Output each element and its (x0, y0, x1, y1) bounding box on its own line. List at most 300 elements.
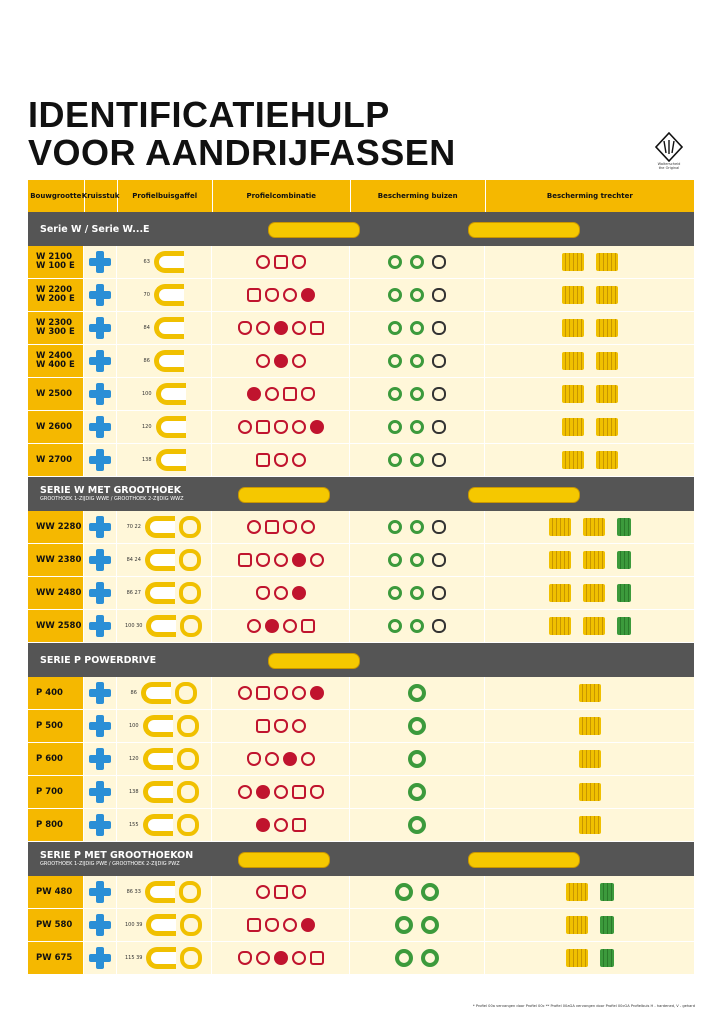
profile-tube-icon (292, 686, 306, 700)
cross-cell (84, 544, 117, 576)
guard-cone-icon (549, 551, 571, 569)
profile-tube-icon (274, 885, 288, 899)
row-size-label: WW 2380 (28, 544, 84, 576)
yoke-icon (154, 251, 184, 273)
profile-tube-icon (247, 387, 261, 401)
yoke-icon (146, 914, 176, 936)
guard-cone-icon (596, 319, 618, 337)
yoke-cell (117, 876, 212, 908)
profile-tube-icon (292, 818, 306, 832)
yoke-icon (154, 317, 184, 339)
profile-tube-icon (292, 719, 306, 733)
yoke-dimension: 138 (141, 457, 152, 463)
yoke-icon (145, 549, 175, 571)
section-title: SERIE W MET GROOTHOEK (40, 485, 182, 496)
guard-cone-icon (617, 551, 631, 569)
table-row (28, 942, 694, 975)
cross-journal-icon (89, 350, 111, 372)
row-size-label: WW 2580 (28, 610, 84, 642)
profile-tube-icon (274, 553, 288, 567)
yoke-cell (117, 677, 212, 709)
profile-tube-icon (292, 453, 306, 467)
profile-tube-icon (310, 686, 324, 700)
profile-tube-icon (283, 918, 297, 932)
row-size-label: PW 480 (28, 876, 84, 908)
section-header (28, 643, 694, 677)
cross-journal-icon (89, 748, 111, 770)
cross-cell (84, 909, 117, 941)
profile-tube-icon (310, 321, 324, 335)
guard-tube-icon (395, 883, 413, 901)
guard-tube-icon (410, 586, 424, 600)
yoke-icon (146, 615, 176, 637)
yoke-dimension: 63 (143, 259, 150, 265)
table-row (28, 909, 694, 942)
yoke-cell (117, 909, 212, 941)
profile-tube-icon (256, 354, 270, 368)
profile-tube-icon (256, 453, 270, 467)
header-bescherming-trechter: Bescherming trechter (546, 192, 633, 200)
table-header (28, 180, 694, 212)
cone-guard-cell (485, 876, 694, 908)
row-size-label: P 600 (28, 743, 84, 775)
tube-guard-cell (350, 776, 485, 808)
tube-guard-cell (350, 909, 485, 941)
yoke-cell (117, 710, 212, 742)
cone-guard-cell (485, 577, 694, 609)
guard-tube-icon (410, 453, 424, 467)
shaft-illustration (238, 487, 330, 503)
yoke-icon (143, 748, 173, 770)
yoke-dimension: 115 39 (124, 955, 143, 961)
profile-cell (212, 411, 350, 443)
profile-tube-icon (256, 719, 270, 733)
tube-guard-cell (350, 411, 485, 443)
guard-cone-icon (596, 418, 618, 436)
guard-tube-icon (388, 288, 402, 302)
cone-guard-cell (485, 909, 694, 941)
yoke-dimension: 138 (128, 789, 139, 795)
profile-tube-icon (265, 752, 279, 766)
yoke-cell (117, 610, 212, 642)
cross-cell (84, 345, 117, 377)
guard-tube-icon (421, 916, 439, 934)
yoke-dimension: 86 33 (126, 889, 141, 895)
row-size-label: PW 675 (28, 942, 84, 974)
profile-tube-icon (310, 553, 324, 567)
cone-guard-cell (485, 312, 694, 344)
yoke-icon (154, 284, 184, 306)
profile-tube-icon (301, 288, 315, 302)
row-size-label: W 2600 (28, 411, 84, 443)
yoke-icon (177, 781, 199, 803)
profile-tube-icon (292, 951, 306, 965)
profile-tube-icon (256, 951, 270, 965)
yoke-dimension: 155 (128, 822, 139, 828)
guard-tube-icon (410, 520, 424, 534)
tube-guard-cell (350, 544, 485, 576)
guard-tube-icon (432, 586, 446, 600)
profile-cell (212, 345, 350, 377)
identification-table (28, 180, 694, 975)
cross-cell (84, 246, 117, 278)
profile-tube-icon (292, 255, 306, 269)
yoke-cell (117, 312, 212, 344)
cross-cell (84, 610, 117, 642)
cross-cell (84, 279, 117, 311)
cross-cell (84, 942, 117, 974)
cross-cell (84, 876, 117, 908)
profile-tube-icon (256, 553, 270, 567)
profile-cell (212, 677, 350, 709)
profile-tube-icon (238, 420, 252, 434)
cross-cell (84, 809, 117, 841)
profile-tube-icon (274, 818, 288, 832)
yoke-icon (145, 516, 175, 538)
tube-guard-cell (350, 610, 485, 642)
row-size-label: P 800 (28, 809, 84, 841)
profile-tube-icon (283, 387, 297, 401)
guard-tube-icon (388, 420, 402, 434)
cross-cell (84, 312, 117, 344)
guard-tube-icon (408, 750, 426, 768)
yoke-icon (179, 549, 201, 571)
guard-cone-icon (562, 451, 584, 469)
profile-tube-icon (274, 951, 288, 965)
cross-journal-icon (89, 715, 111, 737)
table-body (28, 212, 694, 975)
guard-cone-icon (562, 385, 584, 403)
yoke-icon (179, 881, 201, 903)
profile-tube-icon (238, 785, 252, 799)
profile-cell (212, 809, 350, 841)
cross-journal-icon (89, 516, 111, 538)
section-header (28, 212, 694, 246)
yoke-cell (117, 279, 212, 311)
section-subtitle: GROOTHOEK 1-ZIJDIG WWE / GROOTHOEK 2-ZIJDIG WWZ (40, 496, 184, 502)
profile-tube-icon (238, 553, 252, 567)
guard-tube-icon (410, 288, 424, 302)
cone-guard-cell (485, 246, 694, 278)
table-row (28, 246, 694, 279)
header-bouwgrootte: Bouwgrootte (28, 180, 85, 212)
logo-text: Walterscheid the Original (657, 162, 681, 170)
table-row (28, 411, 694, 444)
guard-cone-icon (579, 750, 601, 768)
tube-guard-cell (350, 577, 485, 609)
profile-tube-icon (247, 918, 261, 932)
profile-tube-icon (274, 586, 288, 600)
profile-tube-icon (274, 420, 288, 434)
yoke-icon (156, 383, 186, 405)
table-row (28, 511, 694, 544)
guard-tube-icon (388, 586, 402, 600)
table-row (28, 279, 694, 312)
section-subtitle: GROOTHOEK 1-ZIJDIG PWE / GROOTHOEK 2-ZIJDIG PWZ (40, 861, 180, 867)
yoke-icon (146, 947, 176, 969)
profile-tube-icon (256, 321, 270, 335)
yoke-cell (117, 345, 212, 377)
section-title: SERIE P POWERDRIVE (40, 654, 157, 666)
yoke-icon (180, 914, 202, 936)
guard-cone-icon (596, 352, 618, 370)
guard-tube-icon (421, 883, 439, 901)
guard-tube-icon (432, 321, 446, 335)
guard-tube-icon (432, 520, 446, 534)
profile-tube-icon (310, 785, 324, 799)
profile-cell (212, 279, 350, 311)
tube-guard-cell (350, 710, 485, 742)
cross-journal-icon (89, 549, 111, 571)
cone-guard-cell (485, 345, 694, 377)
profile-tube-icon (256, 586, 270, 600)
profile-cell (212, 942, 350, 974)
yoke-dimension: 100 39 (124, 922, 143, 928)
yoke-dimension: 84 (143, 325, 150, 331)
guard-tube-icon (388, 520, 402, 534)
row-size-label: W 2700 (28, 444, 84, 476)
section-header (28, 842, 694, 876)
guard-tube-icon (388, 321, 402, 335)
title-line-2: VOOR AANDRIJFASSEN (28, 132, 456, 173)
profile-cell (212, 909, 350, 941)
profile-tube-icon (301, 619, 315, 633)
guard-tube-icon (395, 949, 413, 967)
cross-cell (84, 743, 117, 775)
table-row (28, 809, 694, 842)
guard-tube-icon (408, 717, 426, 735)
tube-guard-cell (350, 809, 485, 841)
row-size-label: W 2500 (28, 378, 84, 410)
tube-guard-cell (350, 511, 485, 543)
guard-tube-icon (432, 553, 446, 567)
profile-cell (212, 444, 350, 476)
profile-tube-icon (238, 321, 252, 335)
shaft-illustration (468, 487, 580, 503)
shaft-illustration (268, 653, 360, 669)
walterscheid-logo (646, 132, 692, 170)
guard-tube-icon (432, 387, 446, 401)
profile-tube-icon (292, 586, 306, 600)
table-row (28, 312, 694, 345)
cone-guard-cell (485, 809, 694, 841)
yoke-dimension: 70 22 (126, 524, 141, 530)
guard-cone-icon (583, 617, 605, 635)
yoke-icon (143, 814, 173, 836)
guard-tube-icon (410, 420, 424, 434)
guard-tube-icon (410, 553, 424, 567)
cross-journal-icon (89, 814, 111, 836)
tube-guard-cell (350, 942, 485, 974)
guard-tube-icon (408, 816, 426, 834)
profile-tube-icon (265, 387, 279, 401)
profile-tube-icon (274, 719, 288, 733)
profile-tube-icon (283, 288, 297, 302)
tube-guard-cell (350, 312, 485, 344)
profile-tube-icon (283, 752, 297, 766)
cross-journal-icon (89, 317, 111, 339)
yoke-icon (154, 350, 184, 372)
cross-journal-icon (89, 914, 111, 936)
shaft-illustration (238, 852, 330, 868)
profile-tube-icon (292, 354, 306, 368)
yoke-cell (117, 942, 212, 974)
header-bescherming-buizen: Bescherming buizen (351, 180, 486, 212)
table-row (28, 577, 694, 610)
profile-cell (212, 876, 350, 908)
yoke-icon (177, 748, 199, 770)
section-header (28, 477, 694, 511)
yoke-icon (143, 781, 173, 803)
cross-cell (84, 776, 117, 808)
cone-guard-cell (485, 743, 694, 775)
profile-tube-icon (301, 752, 315, 766)
row-size-label: W 2100 W 100 E (28, 246, 84, 278)
row-size-label: W 2200 W 200 E (28, 279, 84, 311)
table-row (28, 876, 694, 909)
tube-guard-cell (350, 246, 485, 278)
yoke-dimension: 100 30 (124, 623, 143, 629)
guard-tube-icon (410, 321, 424, 335)
profile-tube-icon (274, 354, 288, 368)
yoke-cell (117, 809, 212, 841)
yoke-dimension: 100 (141, 391, 152, 397)
guard-tube-icon (388, 453, 402, 467)
yoke-dimension: 86 27 (126, 590, 141, 596)
shaft-illustration (468, 852, 580, 868)
profile-tube-icon (247, 752, 261, 766)
table-row (28, 345, 694, 378)
guard-cone-icon (617, 584, 631, 602)
cone-guard-cell (485, 776, 694, 808)
cross-journal-icon (89, 383, 111, 405)
yoke-icon (179, 516, 201, 538)
profile-cell (212, 246, 350, 278)
guard-cone-icon (562, 352, 584, 370)
profile-tube-icon (238, 686, 252, 700)
cross-journal-icon (89, 682, 111, 704)
guard-cone-icon (549, 518, 571, 536)
profile-tube-icon (256, 686, 270, 700)
walterscheid-emblem-icon (655, 132, 683, 162)
yoke-cell (117, 246, 212, 278)
yoke-dimension: 120 (128, 756, 139, 762)
cross-journal-icon (89, 881, 111, 903)
yoke-icon (180, 947, 202, 969)
profile-tube-icon (301, 520, 315, 534)
guard-tube-icon (410, 387, 424, 401)
yoke-dimension: 70 (143, 292, 150, 298)
footer-note: * Profiel 00a vervangen door Profiel 00c ** Profiel 00aGA vervangen door Profiel 00cGA Profielbuis H - hardened, V - gehard (472, 1004, 695, 1008)
profile-cell (212, 312, 350, 344)
profile-tube-icon (265, 520, 279, 534)
profile-cell (212, 544, 350, 576)
cone-guard-cell (485, 677, 694, 709)
profile-tube-icon (238, 951, 252, 965)
guard-cone-icon (562, 253, 584, 271)
guard-cone-icon (596, 253, 618, 271)
tube-guard-cell (350, 279, 485, 311)
profile-tube-icon (256, 255, 270, 269)
tube-guard-cell (350, 677, 485, 709)
header-kruisstuk: Kruisstuk (85, 180, 118, 212)
cross-cell (84, 511, 117, 543)
guard-cone-icon (596, 286, 618, 304)
guard-cone-icon (596, 451, 618, 469)
row-size-label: P 500 (28, 710, 84, 742)
row-size-label: PW 580 (28, 909, 84, 941)
yoke-icon (145, 881, 175, 903)
section-title: Serie W / Serie W...E (40, 223, 150, 235)
profile-tube-icon (256, 420, 270, 434)
cone-guard-cell (485, 942, 694, 974)
table-row (28, 544, 694, 577)
profile-tube-icon (292, 885, 306, 899)
profile-cell (212, 577, 350, 609)
yoke-icon (145, 582, 175, 604)
profile-cell (212, 710, 350, 742)
profile-tube-icon (265, 918, 279, 932)
profile-tube-icon (247, 288, 261, 302)
guard-cone-icon (600, 883, 614, 901)
guard-cone-icon (617, 617, 631, 635)
tube-guard-cell (350, 444, 485, 476)
guard-tube-icon (432, 619, 446, 633)
table-row (28, 776, 694, 809)
guard-cone-icon (562, 286, 584, 304)
table-row (28, 610, 694, 643)
guard-tube-icon (408, 783, 426, 801)
yoke-cell (117, 511, 212, 543)
row-size-label: WW 2480 (28, 577, 84, 609)
guard-tube-icon (432, 255, 446, 269)
guard-tube-icon (432, 288, 446, 302)
section-title: SERIE P MET GROOTHOEKON (40, 850, 194, 861)
yoke-icon (156, 449, 186, 471)
profile-tube-icon (247, 619, 261, 633)
profile-tube-icon (283, 619, 297, 633)
guard-cone-icon (600, 916, 614, 934)
guard-tube-icon (388, 387, 402, 401)
tube-guard-cell (350, 378, 485, 410)
guard-tube-icon (410, 619, 424, 633)
header-profielbuisgaffel: Profielbuisgaffel (118, 180, 213, 212)
cross-journal-icon (89, 615, 111, 637)
guard-cone-icon (583, 518, 605, 536)
guard-cone-icon (579, 783, 601, 801)
guard-tube-icon (410, 354, 424, 368)
guard-tube-icon (408, 684, 426, 702)
yoke-icon (156, 416, 186, 438)
cone-guard-cell (485, 710, 694, 742)
profile-tube-icon (292, 785, 306, 799)
profile-tube-icon (265, 619, 279, 633)
cross-cell (84, 577, 117, 609)
cone-guard-cell (485, 444, 694, 476)
guard-tube-icon (388, 255, 402, 269)
table-row (28, 710, 694, 743)
cross-journal-icon (89, 284, 111, 306)
guard-tube-icon (432, 354, 446, 368)
yoke-cell (117, 411, 212, 443)
guard-cone-icon (617, 518, 631, 536)
tube-guard-cell (350, 876, 485, 908)
yoke-dimension: 86 (143, 358, 150, 364)
cross-journal-icon (89, 416, 111, 438)
profile-cell (212, 776, 350, 808)
profile-cell (212, 511, 350, 543)
yoke-dimension: 100 (128, 723, 139, 729)
